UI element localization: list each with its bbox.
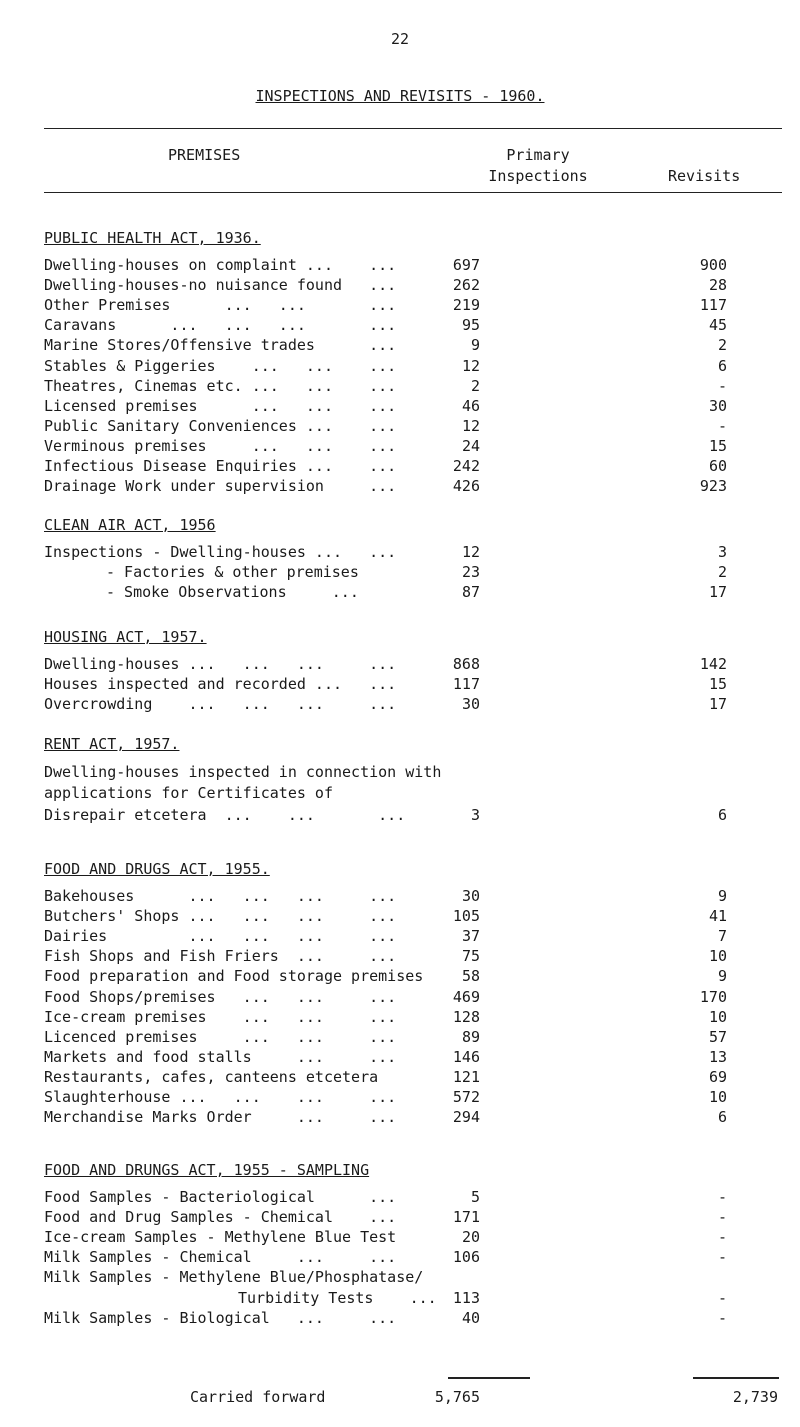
column-header-primary-sub: Inspections [488,167,588,185]
primary-inspections-value: 294 [452,1108,480,1127]
primary-inspections-value: 868 [452,655,480,673]
row-label: Ice-cream premises ... ... ... [44,1007,397,1026]
revisits-value: 9 [717,967,727,986]
primary-inspections-value: 30 [461,887,480,905]
table-row [0,1028,800,1050]
row-label: - Factories & other premises [106,563,359,582]
revisits-value: 6 [717,1108,727,1127]
primary-inspections-value: 219 [452,296,480,315]
revisits-value: - [717,1288,727,1307]
revisits-value: 10 [708,947,727,966]
primary-inspections-value: 12 [461,543,480,561]
table-row [0,1108,800,1130]
row-label: Food and Drug Samples - Chemical ... [44,1208,397,1227]
row-label: Overcrowding ... ... ... ... [44,695,397,714]
revisits-value: 10 [708,1088,727,1106]
revisits-value: - [717,1208,727,1227]
row-label: Food Shops/premises ... ... ... [44,987,397,1006]
revisits-value: - [717,376,727,395]
revisits-total-rule [693,1377,779,1379]
revisits-value: 3 [717,543,727,561]
revisits-value: - [717,1228,727,1247]
primary-inspections-value: 128 [452,1007,480,1026]
table-row [0,806,800,828]
table-row [0,988,800,1010]
primary-inspections-value: 106 [452,1248,480,1267]
row-label: Licenced premises ... ... ... [44,1027,397,1046]
primary-inspections-value: 5 [470,1188,480,1206]
revisits-value: - [717,416,727,435]
row-label: Restaurants, cafes, canteens etcetera [44,1067,379,1086]
primary-inspections-value: 426 [452,477,480,496]
table-row [0,477,800,499]
primary-inspections-value: 146 [452,1047,480,1066]
primary-inspections-value: 89 [461,1027,480,1046]
primary-inspections-value: 242 [452,457,480,475]
primary-inspections-value: 87 [461,583,480,602]
revisits-value: 17 [708,695,727,714]
table-row [0,543,800,565]
table-row [0,583,800,605]
table-row [0,1068,800,1090]
primary-inspections-value: 469 [452,987,480,1006]
table-row [0,1208,800,1230]
table-row [0,1228,800,1250]
table-row [0,357,800,379]
primary-inspections-value: 24 [461,436,480,455]
row-label: Ice-cream Samples - Methylene Blue Test [44,1228,397,1247]
revisits-value: 17 [708,583,727,602]
primary-total: 5,765 [434,1388,480,1406]
primary-inspections-value: 40 [461,1308,480,1327]
page-number: 22 [390,30,410,48]
primary-inspections-value: 3 [470,806,480,824]
row-label: Milk Samples - Chemical ... ... [44,1248,397,1267]
row-label: - Smoke Observations ... [106,583,359,602]
table-row [0,1289,800,1311]
primary-inspections-value: 20 [461,1228,480,1247]
section-title-food: FOOD AND DRUGS ACT, 1955. [44,860,270,878]
table-row [0,695,800,717]
column-header-revisits: Revisits [668,167,741,185]
table-row [0,377,800,399]
revisits-value: 10 [708,1007,727,1026]
revisits-value: 57 [708,1027,727,1046]
revisits-value: 7 [717,927,727,946]
revisits-value: 6 [717,806,727,824]
primary-inspections-value: 9 [470,336,480,355]
row-label: Merchandise Marks Order ... ... [44,1108,397,1127]
row-label: Bakehouses ... ... ... ... [44,887,397,905]
row-label: Houses inspected and recorded ... ... [44,675,397,694]
page-title: INSPECTIONS AND REVISITS - 1960. [255,87,545,105]
table-row [0,296,800,318]
rent-line-2: applications for Certificates of [44,784,333,802]
row-label: Other Premises ... ... ... [44,296,397,315]
row-label: Verminous premises ... ... ... [44,436,397,455]
row-label: Fish Shops and Fish Friers ... ... [44,947,397,966]
table-row [0,256,800,278]
revisits-value: 41 [708,907,727,926]
table-row [0,276,800,298]
row-label: Milk Samples - Biological ... ... [44,1308,397,1327]
primary-inspections-value: 2 [470,376,480,395]
primary-inspections-value: 12 [461,356,480,375]
row-label: Inspections - Dwelling-houses ... ... [44,543,397,561]
revisits-value: 13 [708,1047,727,1066]
table-row [0,316,800,338]
primary-inspections-value: 46 [461,396,480,415]
revisits-value: 60 [708,457,727,475]
table-row [0,336,800,358]
table-row [0,437,800,459]
table-row [0,1008,800,1030]
table-row [0,655,800,677]
row-label: Stables & Piggeries ... ... ... [44,356,397,375]
column-header-primary: Primary [506,146,570,164]
revisits-value: 170 [699,987,727,1006]
primary-inspections-value: 117 [452,675,480,694]
row-label: Caravans ... ... ... ... [44,316,397,335]
section-title-public_health: PUBLIC HEALTH ACT, 1936. [44,229,261,247]
table-row [0,947,800,969]
revisits-value: 923 [699,477,727,496]
primary-inspections-value: 262 [452,276,480,295]
primary-inspections-value: 105 [452,907,480,926]
column-header-premises: PREMISES [168,146,241,164]
revisits-value: 30 [708,396,727,415]
primary-inspections-value: 113 [452,1288,480,1307]
section-title-rent: RENT ACT, 1957. [44,735,180,753]
row-label: Marine Stores/Offensive trades ... [44,336,397,355]
primary-inspections-value: 23 [461,563,480,582]
row-label: Theatres, Cinemas etc. ... ... ... [44,376,397,395]
row-label: Food Samples - Bacteriological ... [44,1188,397,1206]
revisits-value: 2 [717,336,727,355]
revisits-total: 2,739 [732,1388,778,1406]
table-row [0,907,800,929]
revisits-value: 9 [717,887,727,905]
table-row [0,1188,800,1210]
row-label: Slaughterhouse ... ... ... ... [44,1088,397,1106]
primary-inspections-value: 171 [452,1208,480,1227]
primary-total-rule [448,1377,530,1379]
table-row [0,927,800,949]
revisits-value: 900 [699,256,727,274]
row-label: Dwelling-houses-no nuisance found ... [44,276,397,295]
table-row [0,1309,800,1331]
primary-inspections-value: 121 [452,1067,480,1086]
row-label: Dairies ... ... ... ... [44,927,397,946]
section-title-clean_air: CLEAN AIR ACT, 1956 [44,516,216,534]
row-label: Infectious Disease Enquiries ... ... [44,457,397,475]
rent-line-1: Dwelling-houses inspected in connection with [44,763,442,781]
revisits-value: 28 [708,276,727,295]
table-row [0,887,800,909]
primary-inspections-value: 12 [461,416,480,435]
row-label: Licensed premises ... ... ... [44,396,397,415]
revisits-value: 117 [699,296,727,315]
row-label: Public Sanitary Conveniences ... ... [44,416,397,435]
revisits-value: 6 [717,356,727,375]
revisits-value: 142 [699,655,727,673]
row-label: Disrepair etcetera ... ... ... [44,806,406,824]
primary-inspections-value: 58 [461,967,480,986]
header-bottom-rule [44,192,782,193]
row-label: Dwelling-houses on complaint ... ... [44,256,397,274]
row-label: Butchers' Shops ... ... ... ... [44,907,397,926]
row-label: Turbidity Tests ... [238,1288,437,1307]
revisits-value: 45 [708,316,727,335]
table-row [0,1048,800,1070]
table-row [0,563,800,585]
revisits-value: 15 [708,436,727,455]
table-row [0,397,800,419]
header-top-rule [44,128,782,129]
primary-inspections-value: 572 [452,1088,480,1106]
row-label: Milk Samples - Methylene Blue/Phosphatase/ [44,1268,424,1287]
section-title-housing: HOUSING ACT, 1957. [44,628,207,646]
primary-inspections-value: 697 [452,256,480,274]
revisits-value: 2 [717,563,727,582]
row-label: Markets and food stalls ... ... [44,1047,397,1066]
table-row [0,457,800,479]
row-label: Food preparation and Food storage premises [44,967,424,986]
table-row [0,1088,800,1110]
revisits-value: - [717,1308,727,1327]
revisits-value: - [717,1188,727,1206]
section-title-sampling: FOOD AND DRUNGS ACT, 1955 - SAMPLING [44,1161,370,1179]
primary-inspections-value: 75 [461,947,480,966]
row-label: Dwelling-houses ... ... ... ... [44,655,397,673]
revisits-value: 69 [708,1067,727,1086]
primary-inspections-value: 37 [461,927,480,946]
table-row [0,675,800,697]
table-row [0,1268,800,1290]
revisits-value: - [717,1248,727,1267]
primary-inspections-value: 95 [461,316,480,335]
table-row [0,1248,800,1270]
table-row [0,417,800,439]
revisits-value: 15 [708,675,727,694]
carried-forward-label: Carried forward [190,1388,326,1406]
table-row [0,967,800,989]
primary-inspections-value: 30 [461,695,480,714]
row-label: Drainage Work under supervision ... [44,477,397,496]
